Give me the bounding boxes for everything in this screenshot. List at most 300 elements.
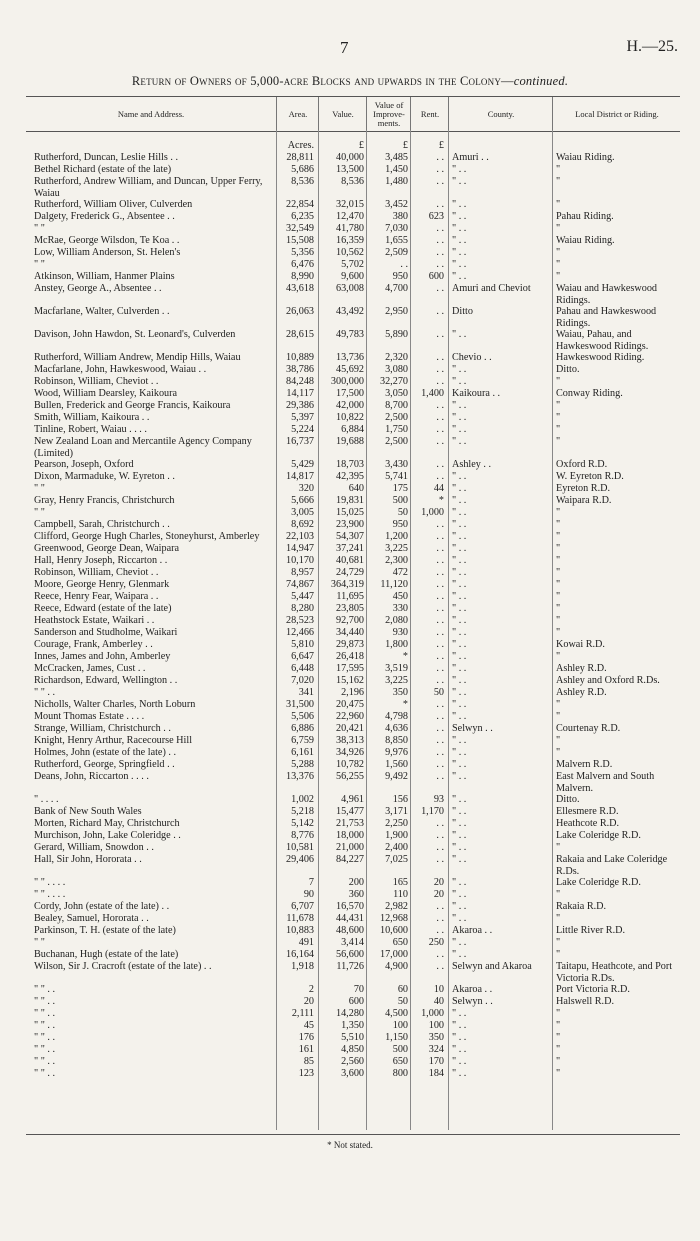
value-cell: 92,700: [335, 615, 364, 626]
area-cell: 14,117: [286, 388, 314, 399]
table-row: [26, 818, 680, 830]
district-cell: Halswell R.D.: [556, 996, 615, 1007]
district-cell: Lake Coleridge R.D.: [556, 877, 641, 888]
district-cell: Ashley R.D.: [556, 687, 607, 698]
area-cell: 5,356: [291, 247, 314, 258]
improvements-cell: 1,560: [385, 759, 408, 770]
value-cell: 17,500: [335, 388, 364, 399]
county-cell: " . .: [452, 687, 467, 698]
area-cell: 8,280: [291, 603, 314, 614]
footnote: * Not stated.: [327, 1140, 373, 1150]
table-row: [26, 247, 680, 259]
table-row: [26, 771, 680, 794]
owner-name: Deans, John, Riccarton . . . .: [34, 771, 149, 782]
county-cell: Chevio . .: [452, 352, 492, 363]
improvements-cell: 1,750: [385, 424, 408, 435]
owner-name: Robinson, William, Cheviot . .: [34, 376, 159, 387]
improvements-cell: 7,025: [385, 854, 408, 865]
owner-name: " " . .: [34, 1032, 56, 1043]
value-cell: 364,319: [330, 579, 364, 590]
table-row: [26, 199, 680, 211]
improvements-cell: 2,300: [385, 555, 408, 566]
district-cell: ": [556, 555, 561, 566]
page-number: 7: [340, 38, 349, 57]
col-name-header: Name and Address.: [117, 108, 185, 119]
rent-cell: . .: [436, 675, 444, 686]
value-cell: 15,477: [335, 806, 364, 817]
value-cell: 70: [353, 984, 364, 995]
table-row: [26, 794, 680, 806]
area-cell: 5,429: [291, 459, 314, 470]
area-cell: 29,406: [285, 854, 314, 865]
rent-cell: . .: [436, 459, 444, 470]
table-row: [26, 901, 680, 913]
county-cell: " . .: [452, 329, 467, 340]
county-cell: " . .: [452, 1032, 467, 1043]
rent-cell: . .: [436, 579, 444, 590]
improvements-cell: 500: [392, 495, 408, 506]
rent-cell: . .: [436, 913, 444, 924]
owner-name: Heathstock Estate, Waikari . .: [34, 615, 155, 626]
value-cell: 5,702: [341, 259, 364, 270]
county-cell: Akaroa . .: [452, 984, 493, 995]
area-cell: 5,506: [291, 711, 314, 722]
owner-name: " " . . . .: [34, 877, 66, 888]
owner-name: Reece, Edward (estate of the late): [34, 603, 172, 614]
area-cell: 5,447: [291, 591, 314, 602]
owner-name: " . . . .: [34, 794, 59, 805]
value-cell: 54,307: [335, 531, 364, 542]
county-cell: " . .: [452, 211, 467, 222]
county-cell: " . .: [452, 699, 467, 710]
table-row: [26, 806, 680, 818]
area-cell: 5,810: [291, 639, 314, 650]
rent-cell: . .: [436, 247, 444, 258]
area-cell: 6,707: [291, 901, 314, 912]
county-cell: " . .: [452, 806, 467, 817]
value-cell: 38,313: [335, 735, 364, 746]
district-cell: ": [556, 436, 561, 447]
units-row: [26, 140, 680, 152]
district-cell: ": [556, 412, 561, 423]
county-cell: " . .: [452, 842, 467, 853]
rent-cell: 40: [433, 996, 444, 1007]
county-cell: " . .: [452, 651, 467, 662]
county-cell: " . .: [452, 531, 467, 542]
district-cell: ": [556, 651, 561, 662]
area-cell: 1,002: [291, 794, 314, 805]
district-cell: East Malvern and South Malvern.: [556, 771, 655, 794]
county-cell: " . .: [452, 519, 467, 530]
table-row: [26, 615, 680, 627]
value-cell: 44,431: [335, 913, 364, 924]
rent-cell: . .: [436, 830, 444, 841]
improvements-cell: 1,655: [385, 235, 408, 246]
area-cell: 74,867: [285, 579, 314, 590]
county-cell: " . .: [452, 877, 467, 888]
owner-name: Clifford, George Hugh Charles, Stoneyhurst, Amberley: [34, 531, 260, 542]
district-cell: ": [556, 735, 561, 746]
owner-name: " ": [34, 483, 45, 494]
value-cell: 9,600: [341, 271, 364, 282]
owner-name: Low, William Anderson, St. Helen's: [34, 247, 181, 258]
value-cell: 29,873: [335, 639, 364, 650]
rent-cell: . .: [436, 364, 444, 375]
district-cell: ": [556, 424, 561, 435]
district-cell: ": [556, 603, 561, 614]
county-cell: " . .: [452, 1020, 467, 1031]
county-cell: " . .: [452, 759, 467, 770]
area-cell: 31,500: [285, 699, 314, 710]
county-cell: " . .: [452, 555, 467, 566]
table-row: [26, 949, 680, 961]
county-cell: " . .: [452, 1056, 467, 1067]
district-cell: Ashley R.D.: [556, 663, 607, 674]
owner-name: Strange, William, Christchurch . .: [34, 723, 171, 734]
area-cell: 123: [298, 1068, 314, 1079]
rent-cell: . .: [436, 199, 444, 210]
owner-name: Dixon, Marmaduke, W. Eyreton . .: [34, 471, 175, 482]
area-cell: 6,759: [291, 735, 314, 746]
table-row: [26, 723, 680, 735]
owner-name: Robinson, William, Cheviot . .: [34, 567, 159, 578]
rent-cell: . .: [436, 699, 444, 710]
improvements-cell: 50: [397, 507, 408, 518]
improvements-cell: 32,270: [379, 376, 408, 387]
area-cell: 14,947: [285, 543, 314, 554]
table-row: [26, 735, 680, 747]
county-cell: " . .: [452, 495, 467, 506]
improvements-cell: 5,741: [385, 471, 408, 482]
improvements-cell: 3,430: [385, 459, 408, 470]
district-cell: ": [556, 519, 561, 530]
county-cell: Selwyn . .: [452, 723, 493, 734]
improvements-cell: 1,900: [385, 830, 408, 841]
improvements-cell: 2,950: [385, 306, 408, 317]
district-cell: Ditto.: [556, 794, 580, 805]
unit-value: £: [358, 140, 364, 151]
improvements-cell: 950: [392, 519, 408, 530]
table-row: [26, 627, 680, 639]
owner-name: Macfarlane, John, Hawkeswood, Waiau . .: [34, 364, 207, 375]
district-cell: Oxford R.D.: [556, 459, 608, 470]
county-cell: " . .: [452, 164, 467, 175]
owner-name: Parkinson, T. H. (estate of the late): [34, 925, 176, 936]
area-cell: 10,170: [285, 555, 314, 566]
county-cell: " . .: [452, 543, 467, 554]
county-cell: " . .: [452, 436, 467, 447]
value-cell: 360: [348, 889, 364, 900]
value-cell: 18,703: [335, 459, 364, 470]
rent-cell: . .: [436, 723, 444, 734]
value-cell: 18,000: [335, 830, 364, 841]
area-cell: 85: [303, 1056, 314, 1067]
table-row: [26, 329, 680, 352]
county-cell: " . .: [452, 771, 467, 782]
district-cell: ": [556, 699, 561, 710]
district-cell: ": [556, 949, 561, 960]
table-row: [26, 519, 680, 531]
value-cell: 84,227: [335, 854, 364, 865]
area-cell: 28,811: [286, 152, 314, 163]
district-cell: ": [556, 199, 561, 210]
rent-cell: . .: [436, 176, 444, 187]
value-cell: 63,008: [335, 283, 364, 294]
rent-cell: . .: [436, 329, 444, 340]
county-cell: " . .: [452, 663, 467, 674]
district-cell: Rakaia and Lake Coleridge R.Ds.: [556, 854, 668, 877]
rent-cell: . .: [436, 747, 444, 758]
rent-cell: . .: [436, 759, 444, 770]
area-cell: 10,581: [285, 842, 314, 853]
unit-area: Acres.: [287, 140, 314, 151]
owner-name: " ": [34, 223, 45, 234]
value-cell: 37,241: [335, 543, 364, 554]
value-cell: 11,695: [336, 591, 364, 602]
table-row: [26, 283, 680, 306]
county-cell: " . .: [452, 949, 467, 960]
table-row: [26, 388, 680, 400]
county-cell: " . .: [452, 483, 467, 494]
county-cell: " . .: [452, 259, 467, 270]
county-cell: " . .: [452, 223, 467, 234]
owner-name: Macfarlane, Walter, Culverden . .: [34, 306, 170, 317]
area-cell: 10,883: [285, 925, 314, 936]
rent-cell: . .: [436, 603, 444, 614]
value-cell: 600: [348, 996, 364, 1007]
county-cell: " . .: [452, 901, 467, 912]
rent-cell: . .: [436, 842, 444, 853]
table-row: [26, 591, 680, 603]
table-row: [26, 1032, 680, 1044]
owner-name: Wood, William Dearsley, Kaikoura: [34, 388, 178, 399]
district-cell: Lake Coleridge R.D.: [556, 830, 641, 841]
area-cell: 6,161: [291, 747, 314, 758]
value-cell: 1,350: [341, 1020, 364, 1031]
county-cell: " . .: [452, 271, 467, 282]
improvements-cell: *: [402, 699, 408, 710]
owner-name: Hall, Sir John, Hororata . .: [34, 854, 142, 865]
table-row: [26, 1056, 680, 1068]
improvements-cell: 10,600: [379, 925, 408, 936]
area-cell: 5,142: [291, 818, 314, 829]
district-cell: Pahau Riding.: [556, 211, 614, 222]
area-cell: 8,990: [291, 271, 314, 282]
area-cell: 22,854: [285, 199, 314, 210]
owner-name: McCracken, James, Cust . .: [34, 663, 146, 674]
col-value-header: Value.: [318, 97, 367, 131]
county-cell: " . .: [452, 247, 467, 258]
title-main: Return of Owners of 5,000-acre Blocks and upwards in the Colony: [131, 74, 502, 88]
district-cell: Conway Riding.: [556, 388, 623, 399]
table-row: [26, 1020, 680, 1032]
col-area-header: Area.: [276, 97, 319, 131]
improvements-cell: 5,890: [385, 329, 408, 340]
improvements-cell: 4,900: [385, 961, 408, 972]
table-row: [26, 235, 680, 247]
owner-name: Gerard, William, Snowdon . .: [34, 842, 154, 853]
table-row: [26, 471, 680, 483]
rent-cell: 1,170: [421, 806, 444, 817]
improvements-cell: 100: [392, 1020, 408, 1031]
table-row: [26, 483, 680, 495]
rent-cell: . .: [436, 164, 444, 175]
rent-cell: . .: [436, 771, 444, 782]
rent-cell: *: [438, 495, 444, 506]
area-cell: 22,103: [285, 531, 314, 542]
owner-name: Rutherford, George, Springfield . .: [34, 759, 175, 770]
rent-cell: . .: [436, 471, 444, 482]
county-cell: Selwyn and Akaroa: [452, 961, 532, 972]
owner-name: " " . .: [34, 984, 56, 995]
district-cell: Waiau Riding.: [556, 152, 615, 163]
district-cell: ": [556, 615, 561, 626]
area-cell: 43,618: [285, 283, 314, 294]
table-row: [26, 759, 680, 771]
owner-name: Sanderson and Studholme, Waikari: [34, 627, 178, 638]
county-cell: " . .: [452, 507, 467, 518]
rent-cell: 250: [428, 937, 444, 948]
value-cell: 41,780: [335, 223, 364, 234]
improvements-cell: 450: [392, 591, 408, 602]
value-cell: 23,805: [335, 603, 364, 614]
improvements-cell: 4,798: [385, 711, 408, 722]
owner-name: Rutherford, Andrew William, and Duncan, Upper Ferry, Waiau: [34, 176, 263, 199]
rent-cell: . .: [436, 376, 444, 387]
table-row: [26, 937, 680, 949]
rent-cell: 20: [433, 889, 444, 900]
county-cell: Amuri and Cheviot: [452, 283, 531, 294]
owner-name: Mount Thomas Estate . . . .: [34, 711, 145, 722]
county-cell: " . .: [452, 412, 467, 423]
owner-name: " " . .: [34, 1044, 56, 1055]
improvements-cell: 3,485: [385, 152, 408, 163]
owner-name: Morten, Richard May, Christchurch: [34, 818, 180, 829]
area-cell: 3,005: [291, 507, 314, 518]
rent-cell: . .: [436, 591, 444, 602]
district-cell: ": [556, 711, 561, 722]
improvements-cell: 3,225: [385, 675, 408, 686]
page-header: [0, 38, 700, 62]
value-cell: 10,562: [335, 247, 364, 258]
rent-cell: . .: [436, 424, 444, 435]
rent-cell: . .: [436, 639, 444, 650]
rent-cell: . .: [436, 651, 444, 662]
improvements-cell: 156: [392, 794, 408, 805]
value-cell: 19,831: [335, 495, 364, 506]
rent-cell: 623: [428, 211, 444, 222]
table-row: [26, 1068, 680, 1080]
col-district-header: Local District or Riding.: [552, 97, 681, 131]
rent-cell: 50: [433, 687, 444, 698]
owner-name: Gray, Henry Francis, Christchurch: [34, 495, 175, 506]
area-cell: 16,737: [285, 436, 314, 447]
value-cell: 3,414: [341, 937, 364, 948]
rent-cell: 600: [428, 271, 444, 282]
owner-name: Rutherford, Duncan, Leslie Hills . .: [34, 152, 179, 163]
rent-cell: . .: [436, 543, 444, 554]
value-cell: 16,570: [335, 901, 364, 912]
table-row: [26, 436, 680, 459]
value-cell: 15,025: [335, 507, 364, 518]
improvements-cell: 3,171: [385, 806, 408, 817]
improvements-cell: 8,850: [385, 735, 408, 746]
rent-cell: . .: [436, 436, 444, 447]
table-row: [26, 913, 680, 925]
table-row: [26, 507, 680, 519]
improvements-cell: 4,636: [385, 723, 408, 734]
county-cell: Amuri . .: [452, 152, 489, 163]
improvements-cell: 60: [397, 984, 408, 995]
owner-name: Buchanan, Hugh (estate of the late): [34, 949, 179, 960]
table-row: [26, 925, 680, 937]
table-row: [26, 675, 680, 687]
improvements-cell: 4,500: [385, 1008, 408, 1019]
value-cell: 11,726: [336, 961, 364, 972]
county-cell: " . .: [452, 735, 467, 746]
table-row: [26, 842, 680, 854]
value-cell: 3,600: [341, 1068, 364, 1079]
improvements-cell: 1,480: [385, 176, 408, 187]
area-cell: 2,111: [291, 1008, 314, 1019]
owner-name: Moore, George Henry, Glenmark: [34, 579, 170, 590]
value-cell: 2,560: [341, 1056, 364, 1067]
owner-name: Bank of New South Wales: [34, 806, 142, 817]
improvements-cell: 1,800: [385, 639, 408, 650]
district-cell: Hawkeswood Riding.: [556, 352, 645, 363]
improvements-cell: . .: [400, 259, 408, 270]
area-cell: 5,224: [291, 424, 314, 435]
area-cell: 176: [298, 1032, 314, 1043]
county-cell: " . .: [452, 364, 467, 375]
value-cell: 21,753: [335, 818, 364, 829]
improvements-cell: 1,450: [385, 164, 408, 175]
value-cell: 4,961: [341, 794, 364, 805]
table-row: [26, 352, 680, 364]
table-row: [26, 223, 680, 235]
area-cell: 45: [303, 1020, 314, 1031]
improvements-cell: 950: [392, 271, 408, 282]
district-cell: ": [556, 259, 561, 270]
county-cell: " . .: [452, 889, 467, 900]
area-cell: 7,020: [291, 675, 314, 686]
rent-cell: . .: [436, 400, 444, 411]
area-cell: 28,523: [285, 615, 314, 626]
area-cell: 6,476: [291, 259, 314, 270]
table-row: [26, 412, 680, 424]
area-cell: 8,776: [291, 830, 314, 841]
owner-name: Innes, James and John, Amberley: [34, 651, 171, 662]
area-cell: 341: [298, 687, 314, 698]
improvements-cell: 3,452: [385, 199, 408, 210]
value-cell: 34,926: [335, 747, 364, 758]
district-cell: Eyreton R.D.: [556, 483, 611, 494]
value-cell: 4,850: [341, 1044, 364, 1055]
county-cell: " . .: [452, 830, 467, 841]
table-title: Return of Owners of 5,000-acre Blocks and upwards in the Colony—continued.: [131, 74, 569, 88]
improvements-cell: 330: [392, 603, 408, 614]
improvements-cell: 50: [397, 996, 408, 1007]
area-cell: 5,397: [291, 412, 314, 423]
table-row: [26, 176, 680, 199]
value-cell: 42,395: [335, 471, 364, 482]
district-cell: ": [556, 1044, 561, 1055]
owner-name: " ": [34, 259, 45, 270]
improvements-cell: 650: [392, 1056, 408, 1067]
county-cell: Akaroa . .: [452, 925, 493, 936]
county-cell: " . .: [452, 424, 467, 435]
district-cell: ": [556, 842, 561, 853]
